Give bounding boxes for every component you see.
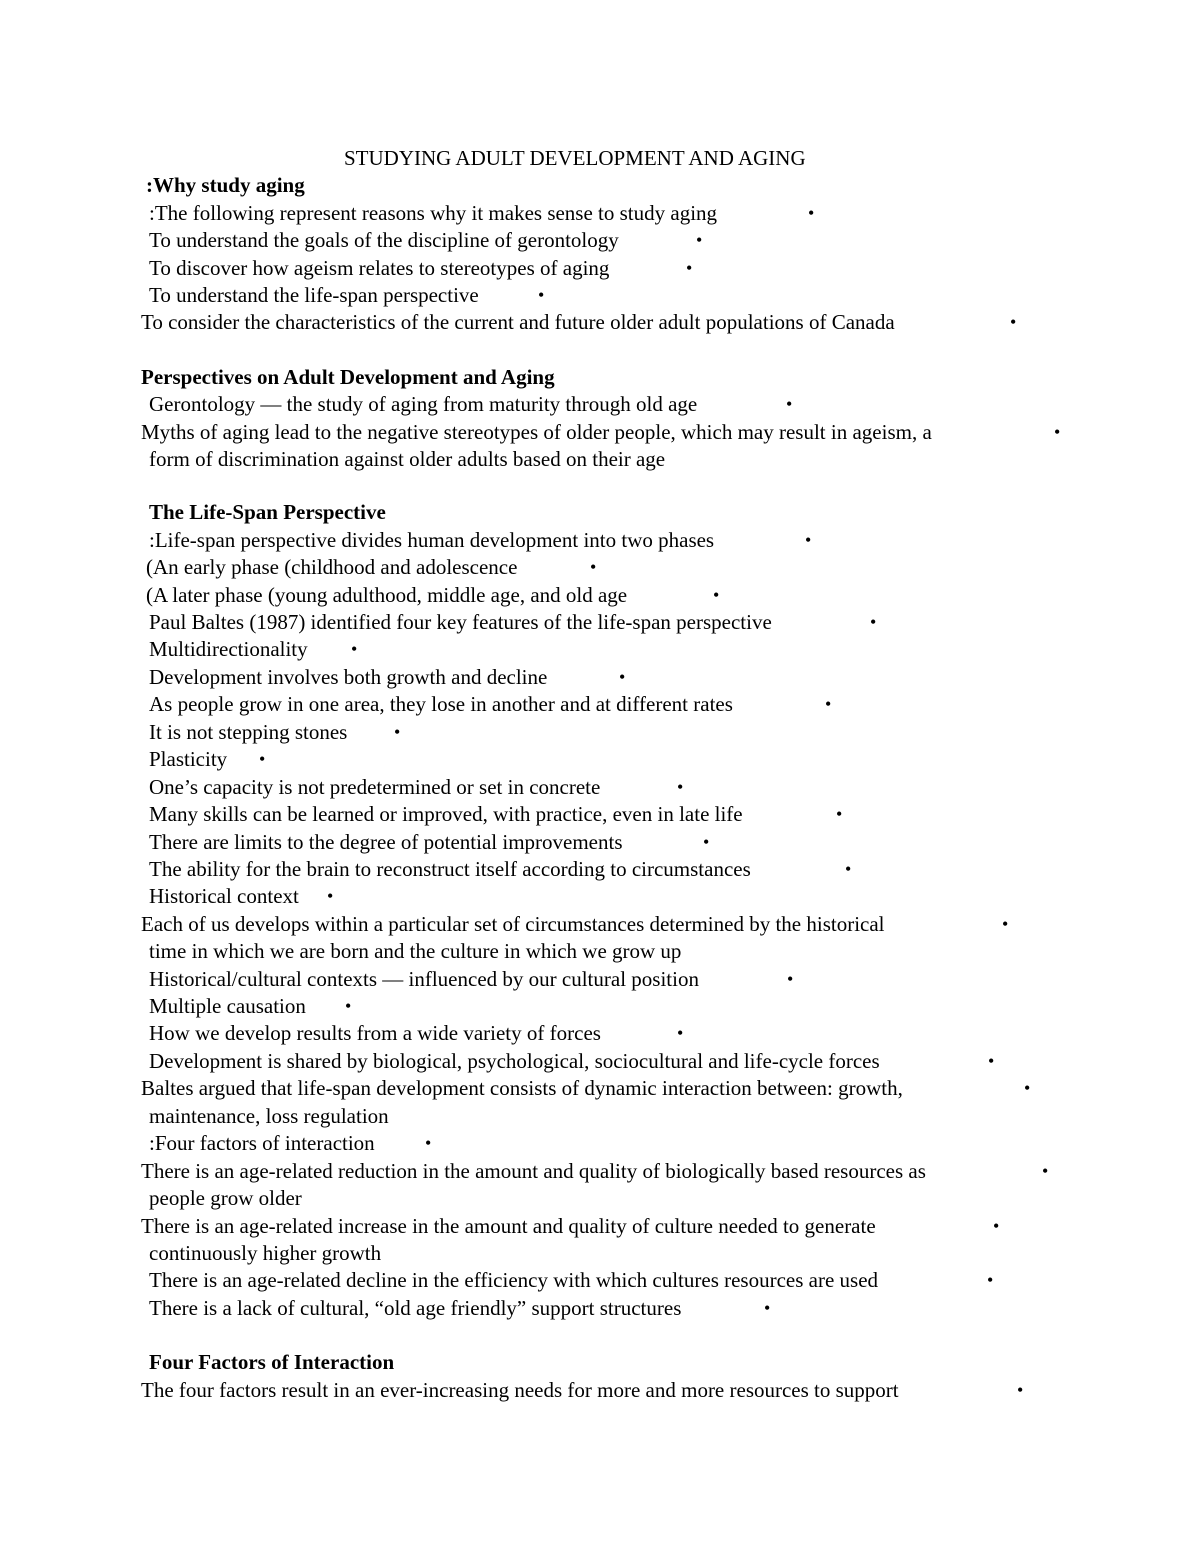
bullet-icon: • — [703, 832, 710, 852]
bullet-icon: • — [1024, 1078, 1031, 1098]
list-item: To discover how ageism relates to stereotypes of aging — [149, 256, 610, 280]
bullet-icon: • — [1010, 312, 1017, 332]
bullet-icon: • — [825, 694, 832, 714]
list-item: To understand the life-span perspective — [149, 283, 479, 307]
list-item: :Four factors of interaction — [149, 1131, 375, 1155]
list-item: To understand the goals of the discipline of gerontology — [149, 228, 619, 252]
bullet-icon: • — [808, 203, 815, 223]
section-heading-why-study-aging: :Why study aging — [146, 173, 305, 197]
bullet-icon: • — [1017, 1380, 1024, 1400]
bullet-icon: • — [987, 1270, 994, 1290]
bullet-icon: • — [696, 230, 703, 250]
section-heading-perspectives: Perspectives on Adult Development and Aging — [141, 365, 555, 389]
list-item: Historical/cultural contexts — influenced by our cultural position — [149, 967, 699, 991]
list-item: How we develop results from a wide variety of forces — [149, 1021, 601, 1045]
list-item: One’s capacity is not predetermined or set in concrete — [149, 775, 601, 799]
bullet-icon: • — [351, 639, 358, 659]
bullet-icon: • — [786, 394, 793, 414]
list-item: It is not stepping stones — [149, 720, 348, 744]
list-item-continuation: form of discrimination against older adults based on their age — [149, 447, 666, 471]
bullet-icon: • — [713, 585, 720, 605]
list-item: Gerontology — the study of aging from maturity through old age — [149, 392, 698, 416]
list-item: Many skills can be learned or improved, with practice, even in late life — [149, 802, 743, 826]
bullet-icon: • — [425, 1133, 432, 1153]
list-item: Development is shared by biological, psychological, sociocultural and life-cycle forces — [149, 1049, 880, 1073]
section-heading-four-factors: Four Factors of Interaction — [149, 1350, 395, 1374]
bullet-icon: • — [870, 612, 877, 632]
list-item: Multidirectionality — [149, 637, 308, 661]
list-item: (An early phase (childhood and adolescence — [146, 555, 518, 579]
bullet-icon: • — [805, 530, 812, 550]
bullet-icon: • — [1002, 914, 1009, 934]
bullet-icon: • — [836, 804, 843, 824]
bullet-icon: • — [787, 969, 794, 989]
list-item: There is a lack of cultural, “old age friendly” support structures — [149, 1296, 682, 1320]
list-item: Historical context — [149, 884, 299, 908]
list-item: Development involves both growth and decline — [149, 665, 548, 689]
list-item: Paul Baltes (1987) identified four key features of the life-span perspective — [149, 610, 772, 634]
list-item-continuation: people grow older — [149, 1186, 302, 1210]
bullet-icon: • — [677, 777, 684, 797]
bullet-icon: • — [993, 1216, 1000, 1236]
bullet-icon: • — [1054, 422, 1061, 442]
bullet-icon: • — [590, 557, 597, 577]
bullet-icon: • — [988, 1051, 995, 1071]
list-item: To consider the characteristics of the current and future older adult populations of Canada — [141, 310, 895, 334]
list-item: The ability for the brain to reconstruct itself according to circumstances — [149, 857, 751, 881]
bullet-icon: • — [1042, 1161, 1049, 1181]
list-item-continuation: continuously higher growth — [149, 1241, 382, 1265]
list-item-continuation: time in which we are born and the culture in which we grow up — [149, 939, 682, 963]
list-item: The four factors result in an ever-increasing needs for more and more resources to support — [141, 1378, 899, 1402]
bullet-icon: • — [538, 285, 545, 305]
bullet-icon: • — [619, 667, 626, 687]
bullet-icon: • — [259, 749, 266, 769]
section-heading-life-span: The Life-Span Perspective — [149, 500, 386, 524]
list-item: There is an age-related reduction in the amount and quality of biologically based resources as — [141, 1159, 926, 1183]
list-item: There is an age-related increase in the amount and quality of culture needed to generate — [141, 1214, 876, 1238]
bullet-icon: • — [345, 996, 352, 1016]
list-item: Multiple causation — [149, 994, 306, 1018]
list-item: There is an age-related decline in the efficiency with which cultures resources are used — [149, 1268, 879, 1292]
bullet-icon: • — [677, 1023, 684, 1043]
list-item: Each of us develops within a particular set of circumstances determined by the historical — [141, 912, 885, 936]
bullet-icon: • — [764, 1298, 771, 1318]
document-title: STUDYING ADULT DEVELOPMENT AND AGING — [344, 146, 806, 170]
list-item: There are limits to the degree of potential improvements — [149, 830, 623, 854]
bullet-icon: • — [845, 859, 852, 879]
list-item: :Life-span perspective divides human development into two phases — [149, 528, 715, 552]
list-item: Baltes argued that life-span development consists of dynamic interaction between: growth, — [141, 1076, 903, 1100]
list-item: (A later phase (young adulthood, middle age, and old age — [146, 583, 628, 607]
list-item: As people grow in one area, they lose in another and at different rates — [149, 692, 733, 716]
bullet-icon: • — [394, 722, 401, 742]
list-item: Myths of aging lead to the negative stereotypes of older people, which may result in ageism, a — [141, 420, 932, 444]
list-item: Plasticity — [149, 747, 228, 771]
bullet-icon: • — [686, 258, 693, 278]
list-item: :The following represent reasons why it makes sense to study aging — [149, 201, 718, 225]
bullet-icon: • — [327, 886, 334, 906]
list-item-continuation: maintenance, loss regulation — [149, 1104, 389, 1128]
